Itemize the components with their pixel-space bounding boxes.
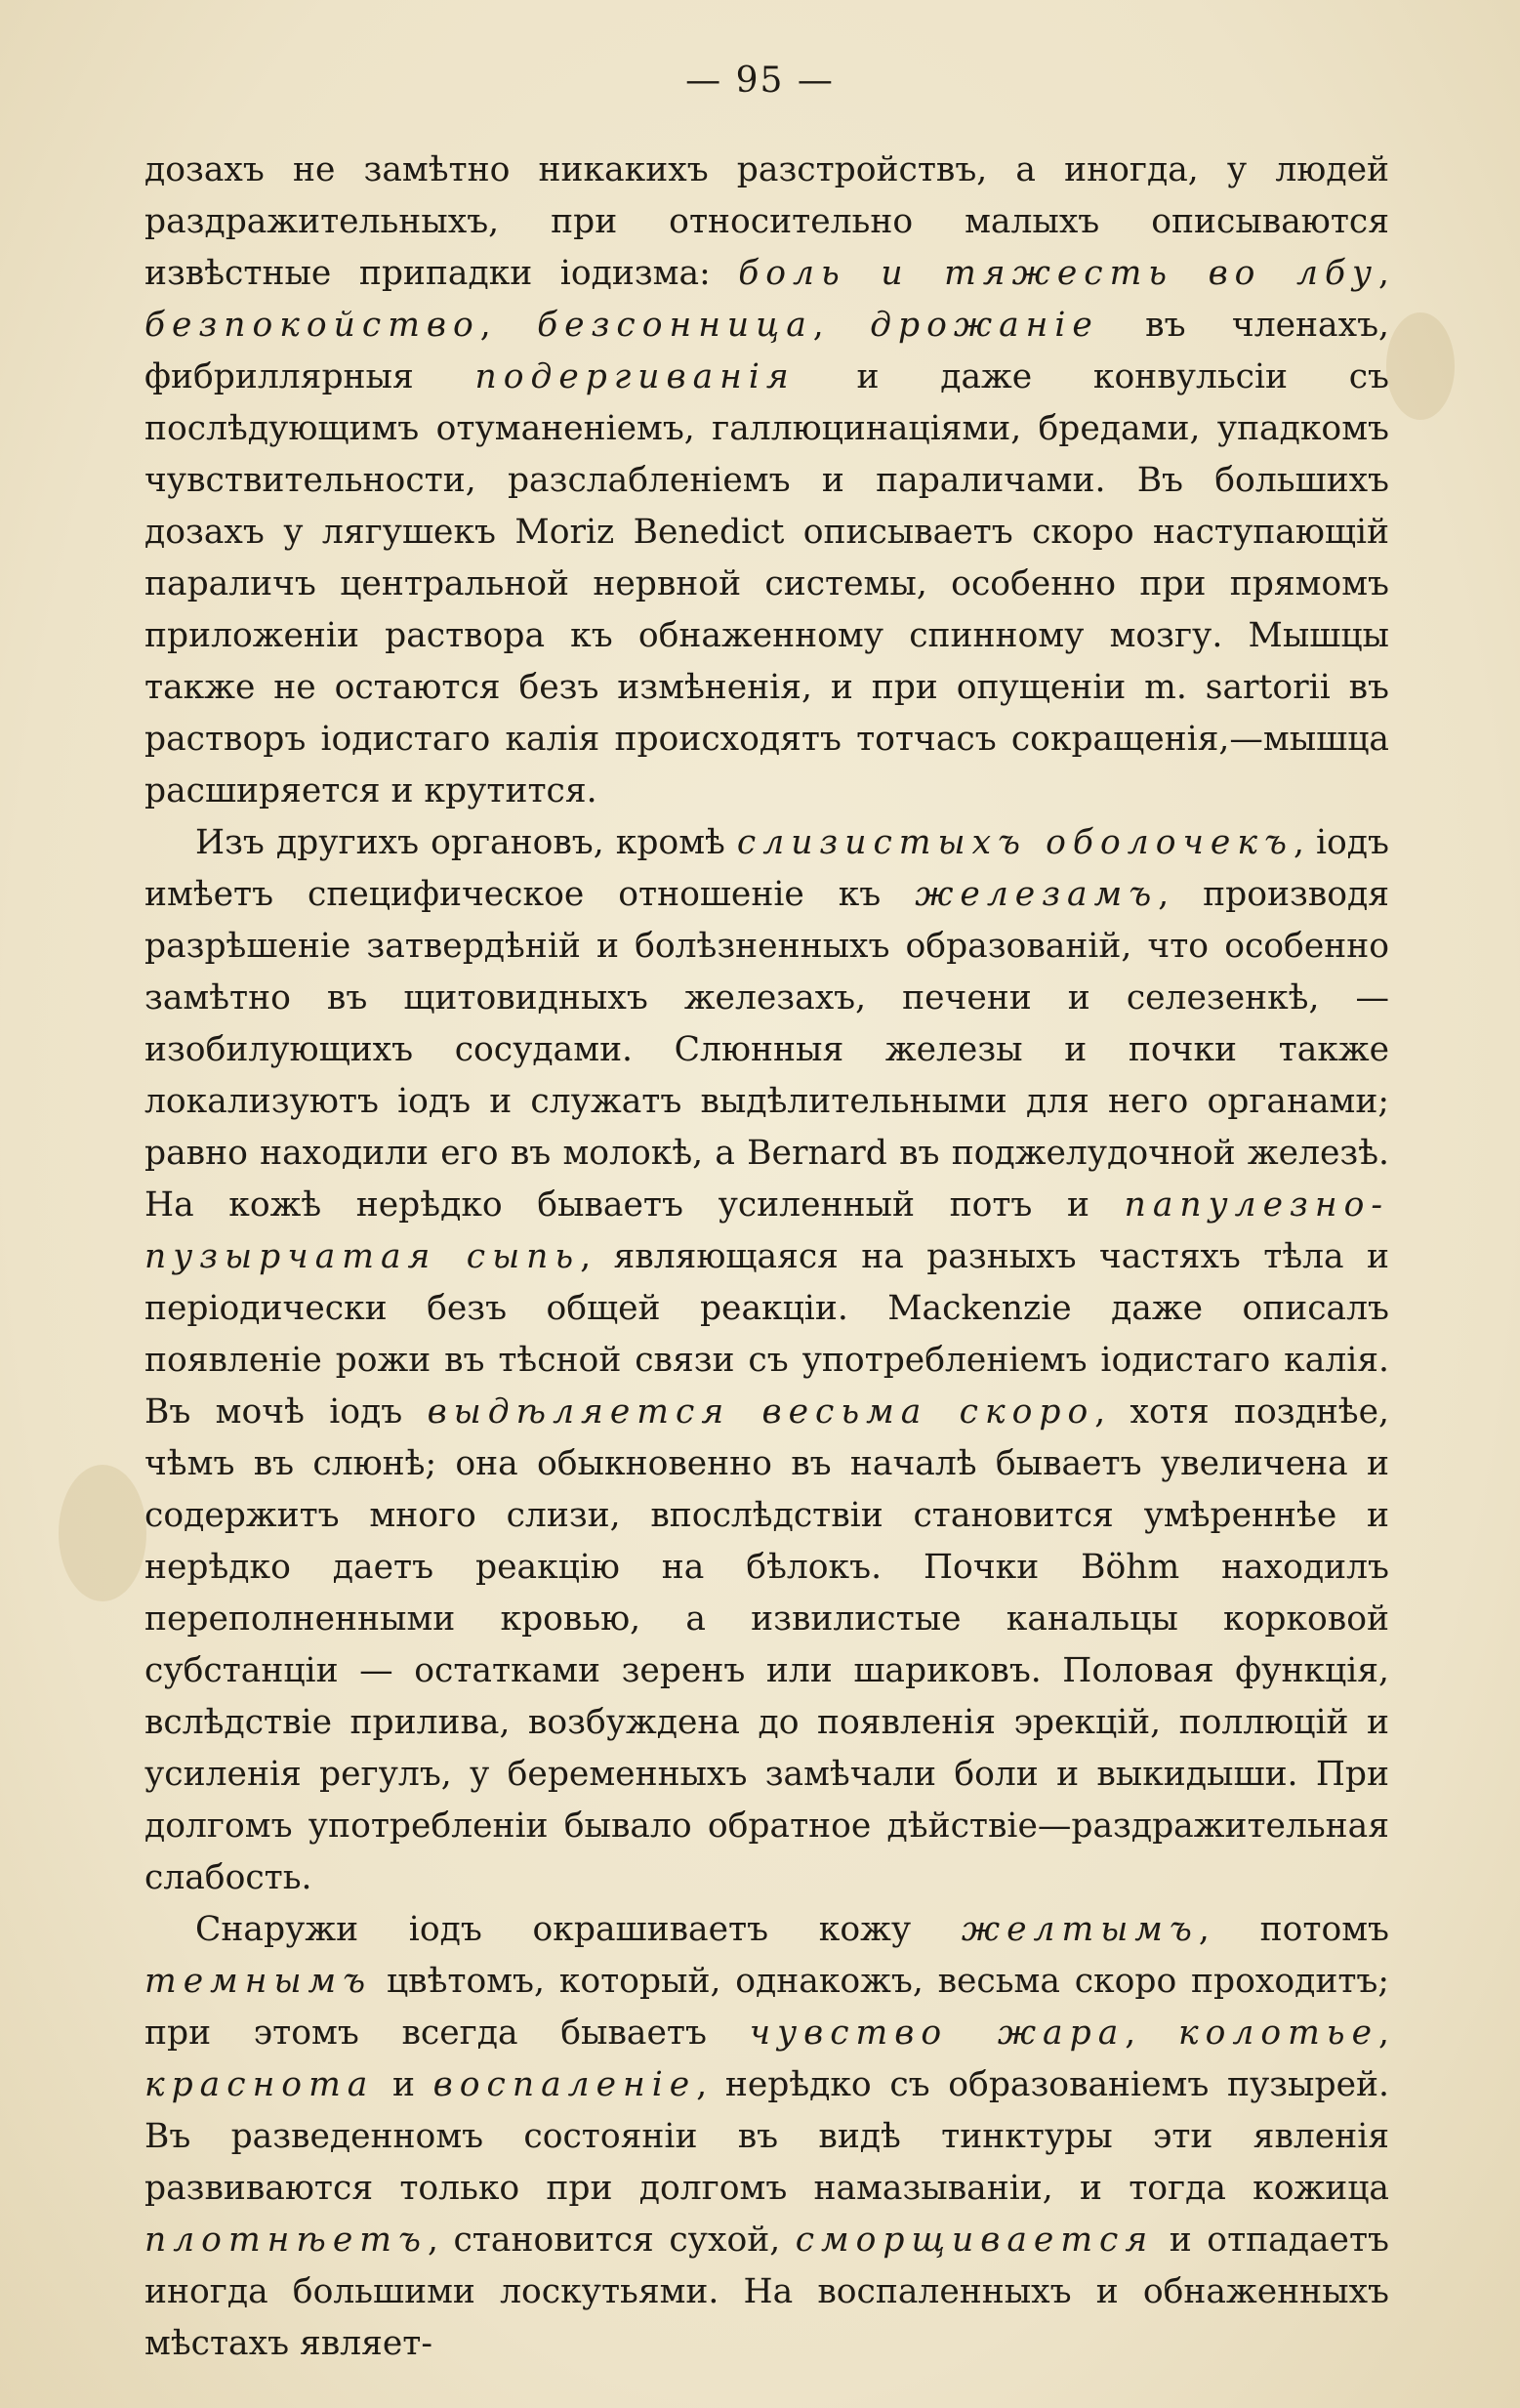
spaced-emphasis: слизистыхъ оболочекъ (736, 823, 1294, 862)
paragraph (144, 817, 1389, 1904)
spaced-emphasis: желтымъ (961, 1910, 1199, 1949)
spaced-emphasis: темнымъ (144, 1962, 373, 2001)
text-run: , хотя позднѣе, чѣмъ въ слюнѣ; она обыкновенно въ началѣ бываетъ увеличена и содержитъ много слизи, впослѣдствіи становится умѣреннѣе и нерѣдко даетъ реакцію на бѣлокъ. Почки Böhm находилъ переполненными кровью, а извилистые канальцы корковой субстанціи — остатками зеренъ или шариковъ. Половая функція, вслѣдствіе прилива, возбуждена до появленія эрекцій, поллюцій и усиленія регулъ, у беременныхъ замѣчали боли и выкидыши. При долгомъ употребленіи бывало обратное дѣйствіе—раздражительная слабость. (144, 1392, 1389, 1897)
spaced-emphasis: папулезно-пузырчатая сыпь (144, 1185, 1389, 1276)
text-run: дозахъ не замѣтно никакихъ разстройствъ, а иногда, у людей раздражительныхъ, при относительно малыхъ описываются извѣстные припадки іодизма: (144, 150, 1389, 293)
body-text (144, 145, 1389, 2370)
spaced-emphasis: выдѣляется весьма скоро (427, 1392, 1095, 1432)
text-run: , іодъ имѣетъ специфическое отношеніе къ (144, 823, 1389, 914)
text-run: , производя разрѣшеніе затвердѣній и болѣзненныхъ образованій, что особенно замѣтно въ щитовидныхъ железахъ, печени и селезенкѣ, — изобилующихъ сосудами. Слюнныя железы и почки также локализуютъ іодъ и служатъ выдѣлительными для него органами; равно находили его въ молокѣ, а Bernard въ поджелудочной железѣ. На кожѣ нерѣдко бываетъ усиленный потъ и (144, 875, 1390, 1225)
paper-stain (59, 1465, 146, 1601)
paragraph (144, 1904, 1389, 2370)
text-run: Изъ другихъ органовъ, кромѣ (195, 823, 737, 862)
text-run: , становится сухой, (427, 2221, 796, 2260)
spaced-emphasis: безпокойство (144, 306, 480, 345)
text-run: , нерѣдко съ образованіемъ пузырей. Въ разведенномъ состояніи въ видѣ тинктуры эти явленія развиваются только при долгомъ намазываніи, и тогда кожица (144, 2065, 1389, 2208)
spaced-emphasis: краснота (144, 2065, 375, 2104)
spaced-emphasis: боль и тяжесть во лбу (738, 254, 1379, 293)
text-run: и (374, 2065, 433, 2104)
text-run: , являющаяся на разныхъ частяхъ тѣла и періодически безъ общей реакціи. Mackenzie даже описалъ появленіе рожи въ тѣсной связи съ употребленіемъ іодистаго калія. Въ мочѣ іодъ (144, 1237, 1389, 1432)
spaced-emphasis: дрожаніе (870, 306, 1099, 345)
spaced-emphasis: сморщивается (795, 2221, 1155, 2260)
text-run: Снаружи іодъ окрашиваетъ кожу (195, 1910, 962, 1949)
text-run: , (812, 306, 871, 345)
paragraph (144, 145, 1389, 817)
text-run: , (1378, 254, 1389, 293)
spaced-emphasis: чувство жара (749, 2014, 1126, 2053)
text-run: въ членахъ, фибриллярныя (144, 306, 1389, 396)
text-run: и даже конвульсіи съ послѣдующимъ отуманеніемъ, галлюцинаціями, бредами, упадкомъ чувствительности, разслабленіемъ и параличами. Въ большихъ дозахъ у лягушекъ Moriz Benedict описываетъ скоро наступающій параличъ центральной нервной системы, особенно при прямомъ приложеніи раствора къ обнаженному спинному мозгу. Мышцы также не остаются безъ измѣненія, и при опущеніи m. sartorii въ растворъ іодистаго калія происходятъ тотчасъ сокращенія,—мышца расширяется и крутится. (144, 357, 1389, 810)
spaced-emphasis: подергиванія (474, 357, 796, 396)
spaced-emphasis: плотнѣетъ (144, 2221, 428, 2260)
page-number: — 95 — (685, 61, 835, 101)
spaced-emphasis: воспаленіе (432, 2065, 697, 2104)
text-run: , (1125, 2014, 1178, 2053)
spaced-emphasis: колотье (1177, 2014, 1379, 2053)
paper-stain (1386, 312, 1455, 420)
text-run: и отпадаетъ иногда большими лоскутьями. На воспаленныхъ и обнаженныхъ мѣстахъ являет- (144, 2221, 1389, 2363)
spaced-emphasis: железамъ (915, 875, 1159, 914)
text-run: , (479, 306, 538, 345)
spaced-emphasis: безсонница (537, 306, 813, 345)
text-run: цвѣтомъ, который, однакожъ, весьма скоро проходитъ; при этомъ всегда бываетъ (144, 1962, 1389, 2053)
text-run: , (1378, 2014, 1389, 2053)
text-run: , потомъ (1198, 1910, 1389, 1949)
